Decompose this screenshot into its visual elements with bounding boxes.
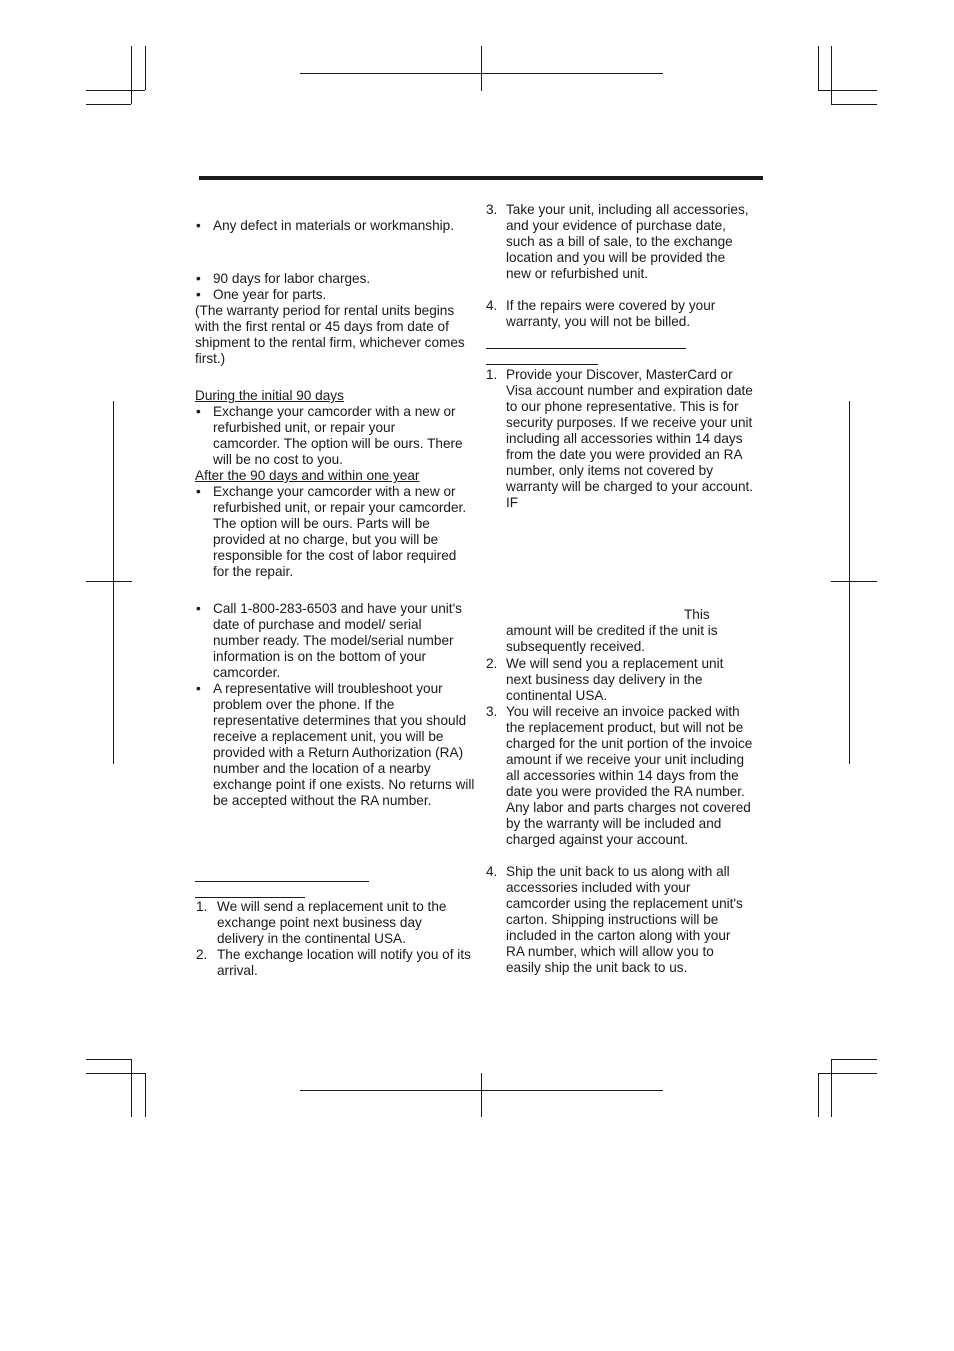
rental-note: (The warranty period for rental units begins with the first rental or 45 days from date of shipment to the rental firm, whichever comes first.) (195, 303, 465, 366)
bullet-icon: • (196, 601, 201, 616)
bullet-icon: • (196, 271, 201, 286)
mail-step-1-credit-note: amount will be credited if the unit is subsequently received. (506, 623, 718, 654)
bullet-icon: • (196, 404, 201, 419)
heading-initial-90-days: During the initial 90 days (195, 388, 344, 403)
header-rule (199, 176, 763, 180)
manual-page: • Any defect in materials or workmanship. • 90 days for labor charges. • One year for parts. (The warranty period for rental units begins with the first rental or 45 days from date of shipment to the rental firm, whichever comes first.) During the initial 90 days • Exchange your camcorder with a new or refurbished unit, or repair your camcorder. The option will be ours. There will be no cost to you. After the 90 days and within one year • Exchange your camcorder with a new or refurbished unit, or repair your camcorder. The option will be ours. Parts will be provided at no charge, but you will be responsible for the cost of labor required for the repair. • Call 1-800-283-6503 and have your unit's date of purchase and model/ serial number ready. The model/serial number information is on the bottom of your camcorder. • A representative will troubleshoot your problem over the phone. If the representative determines that you should receive a replacement unit, you will be provided with a Return Authorization (RA) number and the location of a nearby exchange point if one exists. No returns will be accepted without the RA number. 1. We will send a replacement unit to the exchange point next business day delivery in the continental USA. 2. The exchange location will notify you of its arrival. 3. Take your unit, including all accessories, and your evidence of purchase date, such as a bill of sale, to the exchange location and you will be provided the new or refurbished unit. 4. If the repairs were covered by your warranty, you will not be billed. 1. Provide your Discover, MasterCard or Visa account number and expiration date to our phone representative. This is for security purposes. If we receive your unit including all accessories within 14 days from the date you were provided an RA number, only items not covered by warranty will be charged to your account. IF This amount will be credited if the unit is subsequently received. 2. We will send you a replacement unit next business day delivery in the continental USA. 3. You will receive an invoice packed with the replacement product, but will not be charged for the unit portion of the invoice amount if we receive your unit including all accessories within 14 days from the date you were provided the RA number. Any labor and parts charges not covered by the warranty will be included and charged against your account. 4. Ship the unit back to us along with all accessories included with your camcorder using the replacement unit's carton. Shipping instructions will be included in the carton along with your RA number, which will allow you to easily ship the unit back to us. (0, 0, 954, 1351)
heading-after-90-days: After the 90 days and within one year (195, 468, 420, 483)
bullet-icon: • (196, 287, 201, 302)
section-underline-mail (486, 348, 686, 349)
section-underline-exchange (195, 881, 369, 882)
section-underline-exchange-sub (195, 897, 305, 898)
bullet-icon: • (196, 681, 201, 696)
section-underline-mail-sub (486, 364, 598, 365)
bullet-icon: • (196, 218, 201, 233)
bullet-icon: • (196, 484, 201, 499)
mail-step-1-continued: This (684, 607, 710, 622)
